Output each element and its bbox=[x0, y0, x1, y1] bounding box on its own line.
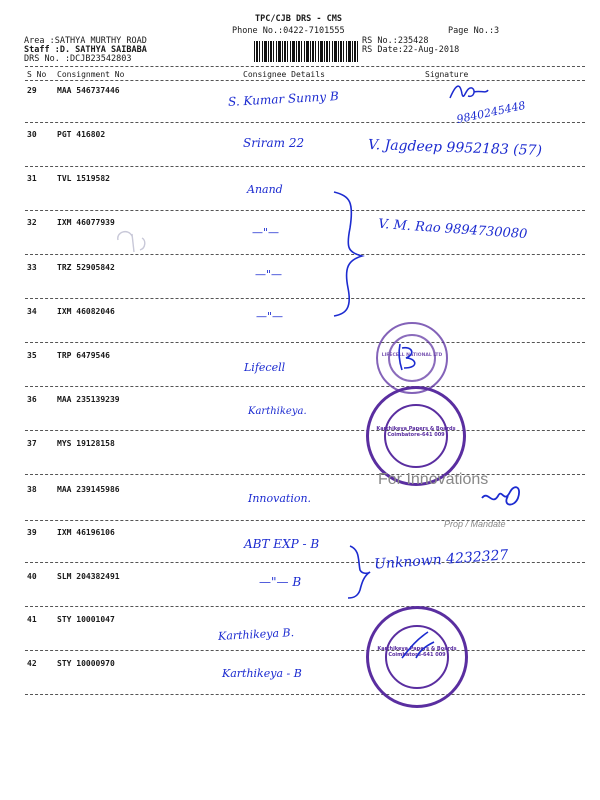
lifecell-stamp-text: LIFECELL NATIONAL LTD bbox=[381, 353, 443, 358]
row-sno: 40 bbox=[27, 572, 37, 581]
column-header-consignment: Consignment No bbox=[57, 70, 125, 79]
row-sno: 41 bbox=[27, 615, 37, 624]
brace-rows-31-34 bbox=[328, 188, 368, 318]
page-number: Page No.:3 bbox=[448, 26, 500, 36]
consignee-handwriting: S. Kumar Sunny B bbox=[227, 89, 340, 109]
karthikeya-stamp-text: Karthikeya Papers & Boards Coimbatore-641 009 bbox=[377, 646, 457, 658]
row-divider bbox=[25, 606, 585, 607]
column-header-consignee: Consignee Details bbox=[243, 70, 325, 79]
row-sno: 31 bbox=[27, 174, 37, 183]
row-sno: 36 bbox=[27, 395, 37, 404]
row-divider bbox=[25, 210, 585, 211]
row-sno: 32 bbox=[27, 218, 37, 227]
row-divider bbox=[25, 650, 585, 651]
innovations-stamp-text: For Innovations bbox=[378, 471, 489, 488]
drs-number: DRS No. :DCJB23542803 bbox=[24, 54, 132, 64]
signature-handwriting: V. M. Rao 9894730080 bbox=[377, 216, 528, 243]
row-consignment: TRP 6479546 bbox=[57, 351, 110, 360]
consignee-handwriting: —"— bbox=[252, 226, 280, 239]
consignee-handwriting: Karthikeya. bbox=[248, 406, 307, 417]
row-divider bbox=[25, 386, 585, 387]
innovations-signature bbox=[478, 476, 528, 516]
phone-number: Phone No.:0422-7101555 bbox=[232, 26, 345, 36]
signature-handwriting: V. Jagdeep 9952183 (57) bbox=[367, 136, 543, 160]
row-consignment: MAA 235139239 bbox=[57, 395, 120, 404]
area-field: Area :SATHYA MURTHY ROAD bbox=[24, 36, 147, 46]
header-divider-top bbox=[25, 66, 585, 67]
row-consignment: IXM 46196106 bbox=[57, 528, 115, 537]
row-divider bbox=[25, 122, 585, 123]
consignee-handwriting: —"— bbox=[256, 310, 284, 323]
row-divider bbox=[25, 430, 585, 431]
column-header-signature: Signature bbox=[425, 70, 469, 79]
row-sno: 29 bbox=[27, 86, 37, 95]
consignee-handwriting: Karthikeya B. bbox=[217, 626, 295, 643]
rs-number: RS No.:235428 bbox=[362, 36, 429, 46]
consignee-handwriting: —"— B bbox=[259, 575, 302, 589]
row-divider bbox=[25, 474, 585, 475]
row-sno: 34 bbox=[27, 307, 37, 316]
row-sno: 37 bbox=[27, 439, 37, 448]
consignee-handwriting: Anand bbox=[247, 183, 283, 196]
row-divider bbox=[25, 254, 585, 255]
row-divider bbox=[25, 342, 585, 343]
row-consignment: IXM 46077939 bbox=[57, 218, 115, 227]
row-consignment: MAA 546737446 bbox=[57, 86, 120, 95]
column-header-sno: S No bbox=[27, 70, 47, 79]
rs-date: RS Date:22-Aug-2018 bbox=[362, 45, 460, 55]
row-consignment: PGT 416802 bbox=[57, 130, 106, 139]
consignee-handwriting: Sriram 22 bbox=[243, 136, 305, 150]
row-sno: 42 bbox=[27, 659, 37, 668]
karthikeya-signature bbox=[398, 628, 438, 668]
row-divider bbox=[25, 166, 585, 167]
header-divider-bottom bbox=[25, 80, 585, 81]
row-consignment: TVL 1519582 bbox=[57, 174, 110, 183]
row-consignment: MYS 19128158 bbox=[57, 439, 115, 448]
staff-field: Staff :D. SATHYA SAIBABA bbox=[24, 45, 147, 55]
row-consignment: MAA 239145986 bbox=[57, 485, 120, 494]
consignee-handwriting: Innovation. bbox=[248, 492, 312, 505]
brace-rows-39-40 bbox=[344, 544, 374, 600]
faint-mark bbox=[112, 226, 152, 256]
row-consignment: STY 10000970 bbox=[57, 659, 115, 668]
row-consignment: SLM 204382491 bbox=[57, 572, 120, 581]
row-consignment: IXM 46082046 bbox=[57, 307, 115, 316]
consignee-handwriting: —"— bbox=[255, 268, 283, 281]
row-sno: 30 bbox=[27, 130, 37, 139]
row-sno: 33 bbox=[27, 263, 37, 272]
row-sno: 39 bbox=[27, 528, 37, 537]
consignee-handwriting: Karthikeya - B bbox=[222, 667, 302, 680]
row-consignment: STY 10001047 bbox=[57, 615, 115, 624]
lifecell-signature bbox=[394, 340, 424, 374]
row-divider bbox=[25, 298, 585, 299]
prop-mandate-text: Prop / Mandate bbox=[444, 519, 506, 529]
row-consignment: TRZ 52905842 bbox=[57, 263, 115, 272]
row-sno: 38 bbox=[27, 485, 37, 494]
signature-scribble bbox=[446, 80, 490, 104]
document-title: TPC/CJB DRS - CMS bbox=[255, 14, 342, 24]
barcode bbox=[254, 41, 358, 62]
row-sno: 35 bbox=[27, 351, 37, 360]
signature-handwriting: 9840245448 bbox=[455, 98, 527, 127]
consignee-handwriting: ABT EXP - B bbox=[244, 537, 320, 551]
signature-handwriting: Unknown 4232327 bbox=[373, 547, 509, 573]
karthikeya-stamp-text: Karthikeya Papers & Boards Coimbatore-641 009 bbox=[376, 426, 456, 438]
row-divider bbox=[25, 694, 585, 695]
consignee-handwriting: Lifecell bbox=[244, 361, 286, 374]
